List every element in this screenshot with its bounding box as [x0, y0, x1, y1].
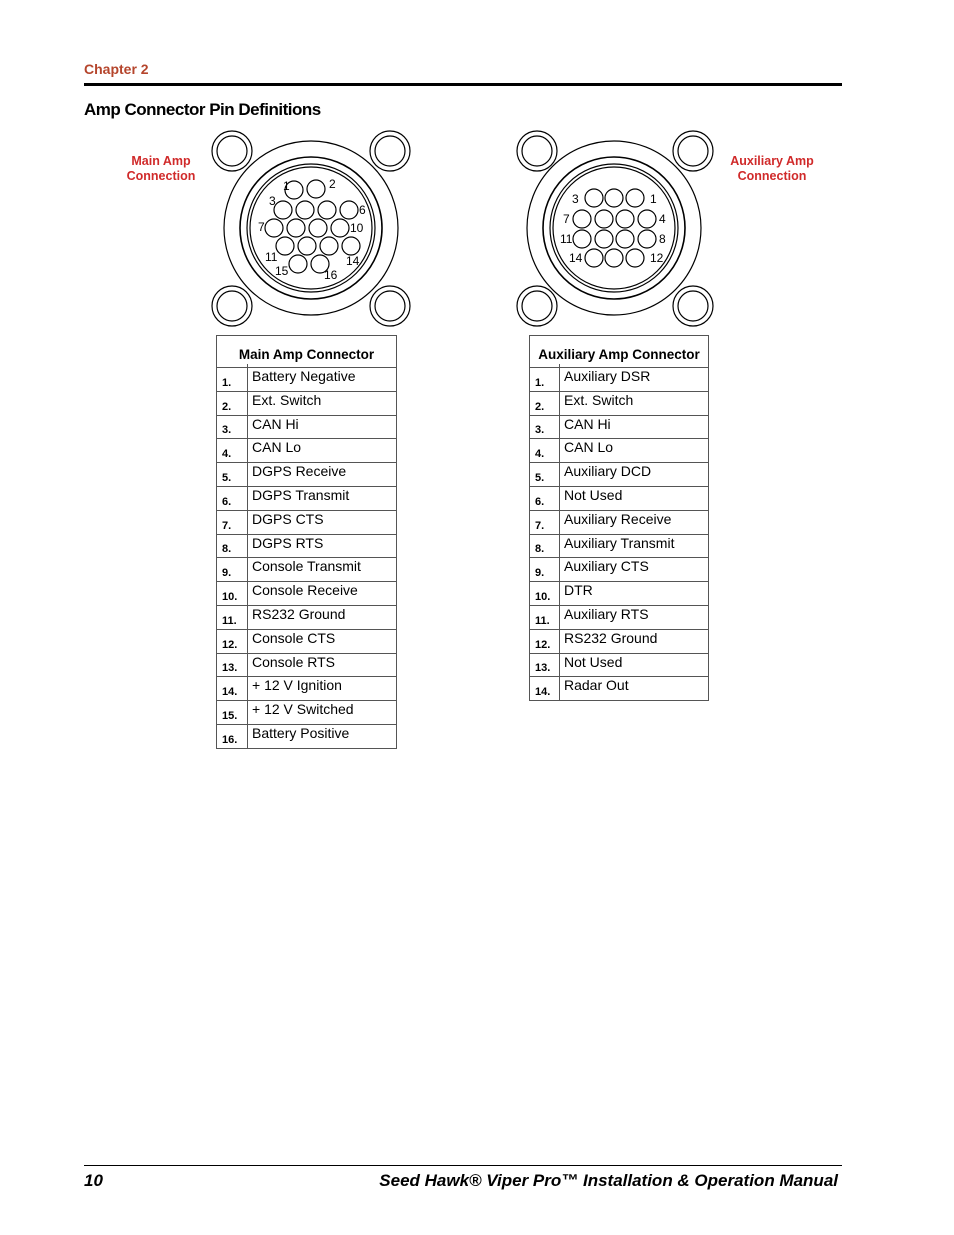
pin-number: 15.	[217, 701, 248, 725]
pin-description: Not Used	[560, 653, 709, 677]
pin-number: 6.	[217, 486, 248, 510]
aux-amp-table-title: Auxiliary Amp Connector	[530, 336, 709, 365]
pin-number: 12.	[530, 629, 560, 653]
pin-label: 12	[650, 251, 664, 265]
table-row	[217, 439, 397, 463]
mounting-hole	[370, 286, 410, 326]
pin-number: 9.	[217, 558, 248, 582]
pin-number: 12.	[217, 629, 248, 653]
mounting-hole	[517, 131, 557, 171]
pin-number: 3.	[217, 415, 248, 439]
table-row	[217, 486, 397, 510]
pin-number: 5.	[530, 463, 560, 487]
table-row	[217, 701, 397, 725]
pin-label: 3	[572, 192, 579, 206]
chapter-label: Chapter 2	[84, 61, 149, 77]
main-amp-callout-line2: Connection	[126, 169, 196, 183]
pin-description: Not Used	[560, 486, 709, 510]
pin-number: 10.	[217, 582, 248, 606]
main-amp-callout-line1: Main Amp	[131, 154, 191, 168]
table-row	[530, 582, 709, 606]
pin-number: 8.	[530, 534, 560, 558]
pin-label: 14	[569, 251, 583, 265]
pin-label: 10	[350, 221, 364, 235]
table-row	[217, 391, 397, 415]
pin-number: 11.	[217, 605, 248, 629]
pin-number: 14.	[217, 677, 248, 701]
table-row	[217, 605, 397, 629]
table-row	[217, 558, 397, 582]
pin-description: + 12 V Switched	[248, 701, 397, 725]
pin-description: + 12 V Ignition	[248, 677, 397, 701]
pin-description: CAN Lo	[560, 439, 709, 463]
aux-amp-callout	[717, 154, 827, 184]
manual-title: Seed Hawk® Viper Pro™ Installation & Operation Manual	[379, 1171, 838, 1190]
pin-number: 13.	[530, 653, 560, 677]
main-amp-pin-table	[216, 335, 397, 749]
pin-description: RS232 Ground	[248, 605, 397, 629]
pin-description: Battery Negative	[248, 368, 397, 392]
pin-number: 16.	[217, 724, 248, 748]
pin-number: 6.	[530, 486, 560, 510]
pin-description: Auxiliary Receive	[560, 510, 709, 534]
main-amp-table-title: Main Amp Connector	[217, 336, 397, 365]
pin-number: 2.	[530, 391, 560, 415]
pin-label: 1	[650, 192, 657, 206]
table-row	[217, 582, 397, 606]
pin-description: CAN Lo	[248, 439, 397, 463]
mounting-hole	[212, 286, 252, 326]
pin-description: DGPS Transmit	[248, 486, 397, 510]
pin-label: 2	[329, 177, 336, 191]
table-row	[530, 486, 709, 510]
table-row	[217, 653, 397, 677]
table-row	[530, 439, 709, 463]
pin-description: RS232 Ground	[560, 629, 709, 653]
table-row	[530, 558, 709, 582]
footer-rule	[84, 1165, 842, 1166]
pin-number: 5.	[217, 463, 248, 487]
main-amp-callout	[106, 154, 216, 184]
table-row	[217, 368, 397, 392]
table-row	[217, 415, 397, 439]
pin-description: Ext. Switch	[560, 391, 709, 415]
pin-label: 16	[324, 268, 338, 282]
pin-label: 4	[659, 212, 666, 226]
pin-description: Console Transmit	[248, 558, 397, 582]
mounting-hole	[212, 131, 252, 171]
pin-description: DGPS RTS	[248, 534, 397, 558]
pin-number: 3.	[530, 415, 560, 439]
pin-number: 10.	[530, 582, 560, 606]
pin-label: 8	[659, 232, 666, 246]
pin-description: Console CTS	[248, 629, 397, 653]
table-row	[217, 463, 397, 487]
pin-number: 9.	[530, 558, 560, 582]
pin-label: 7	[258, 220, 265, 234]
pin-label: 15	[275, 264, 289, 278]
page-number: 10	[84, 1171, 103, 1190]
pin-description: Auxiliary CTS	[560, 558, 709, 582]
pin-number: 4.	[530, 439, 560, 463]
table-row	[530, 463, 709, 487]
mounting-hole	[673, 131, 713, 171]
table-row	[217, 534, 397, 558]
table-row	[530, 629, 709, 653]
table-row	[530, 415, 709, 439]
main-amp-connector-diagram	[205, 124, 420, 334]
table-row	[217, 724, 397, 748]
pin-description: CAN Hi	[248, 415, 397, 439]
pin-number: 1.	[217, 368, 248, 392]
pin-number: 7.	[217, 510, 248, 534]
pin-description: DTR	[560, 582, 709, 606]
pin-description: Auxiliary Transmit	[560, 534, 709, 558]
section-title: Amp Connector Pin Definitions	[84, 100, 321, 119]
pin-number: 14.	[530, 677, 560, 701]
aux-amp-callout-line1: Auxiliary Amp	[730, 154, 814, 168]
pin-label: 6	[359, 203, 366, 217]
pin-description: CAN Hi	[560, 415, 709, 439]
pin-description: DGPS Receive	[248, 463, 397, 487]
table-row	[217, 677, 397, 701]
aux-amp-connector-diagram	[508, 124, 723, 334]
pin-label: 7	[563, 212, 570, 226]
pin-label: 1	[283, 179, 290, 193]
table-row	[217, 510, 397, 534]
pin-number: 1.	[530, 368, 560, 392]
table-row	[530, 391, 709, 415]
aux-amp-pin-table	[529, 335, 709, 701]
pin-description: Ext. Switch	[248, 391, 397, 415]
table-row	[530, 653, 709, 677]
pin-label: 3	[269, 194, 276, 208]
pin-description: Console RTS	[248, 653, 397, 677]
pin-number: 8.	[217, 534, 248, 558]
pin-label: 11	[560, 232, 573, 246]
table-row	[530, 510, 709, 534]
pin-description: Auxiliary RTS	[560, 605, 709, 629]
table-row	[530, 368, 709, 392]
pin-number: 7.	[530, 510, 560, 534]
pin-number: 2.	[217, 391, 248, 415]
mounting-hole	[517, 286, 557, 326]
pin-sockets	[573, 189, 656, 267]
header-rule	[84, 83, 842, 86]
mounting-hole	[370, 131, 410, 171]
pin-description: Auxiliary DSR	[560, 368, 709, 392]
pin-description: Auxiliary DCD	[560, 463, 709, 487]
table-row	[530, 605, 709, 629]
table-row	[217, 629, 397, 653]
pin-number: 11.	[530, 605, 560, 629]
pin-description: Console Receive	[248, 582, 397, 606]
pin-description: DGPS CTS	[248, 510, 397, 534]
pin-label: 14	[346, 254, 360, 268]
pin-number: 13.	[217, 653, 248, 677]
aux-amp-callout-line2: Connection	[737, 169, 807, 183]
pin-description: Battery Positive	[248, 724, 397, 748]
table-row	[530, 534, 709, 558]
pin-description: Radar Out	[560, 677, 709, 701]
pin-label: 11	[265, 250, 278, 264]
mounting-hole	[673, 286, 713, 326]
pin-number: 4.	[217, 439, 248, 463]
table-row	[530, 677, 709, 701]
